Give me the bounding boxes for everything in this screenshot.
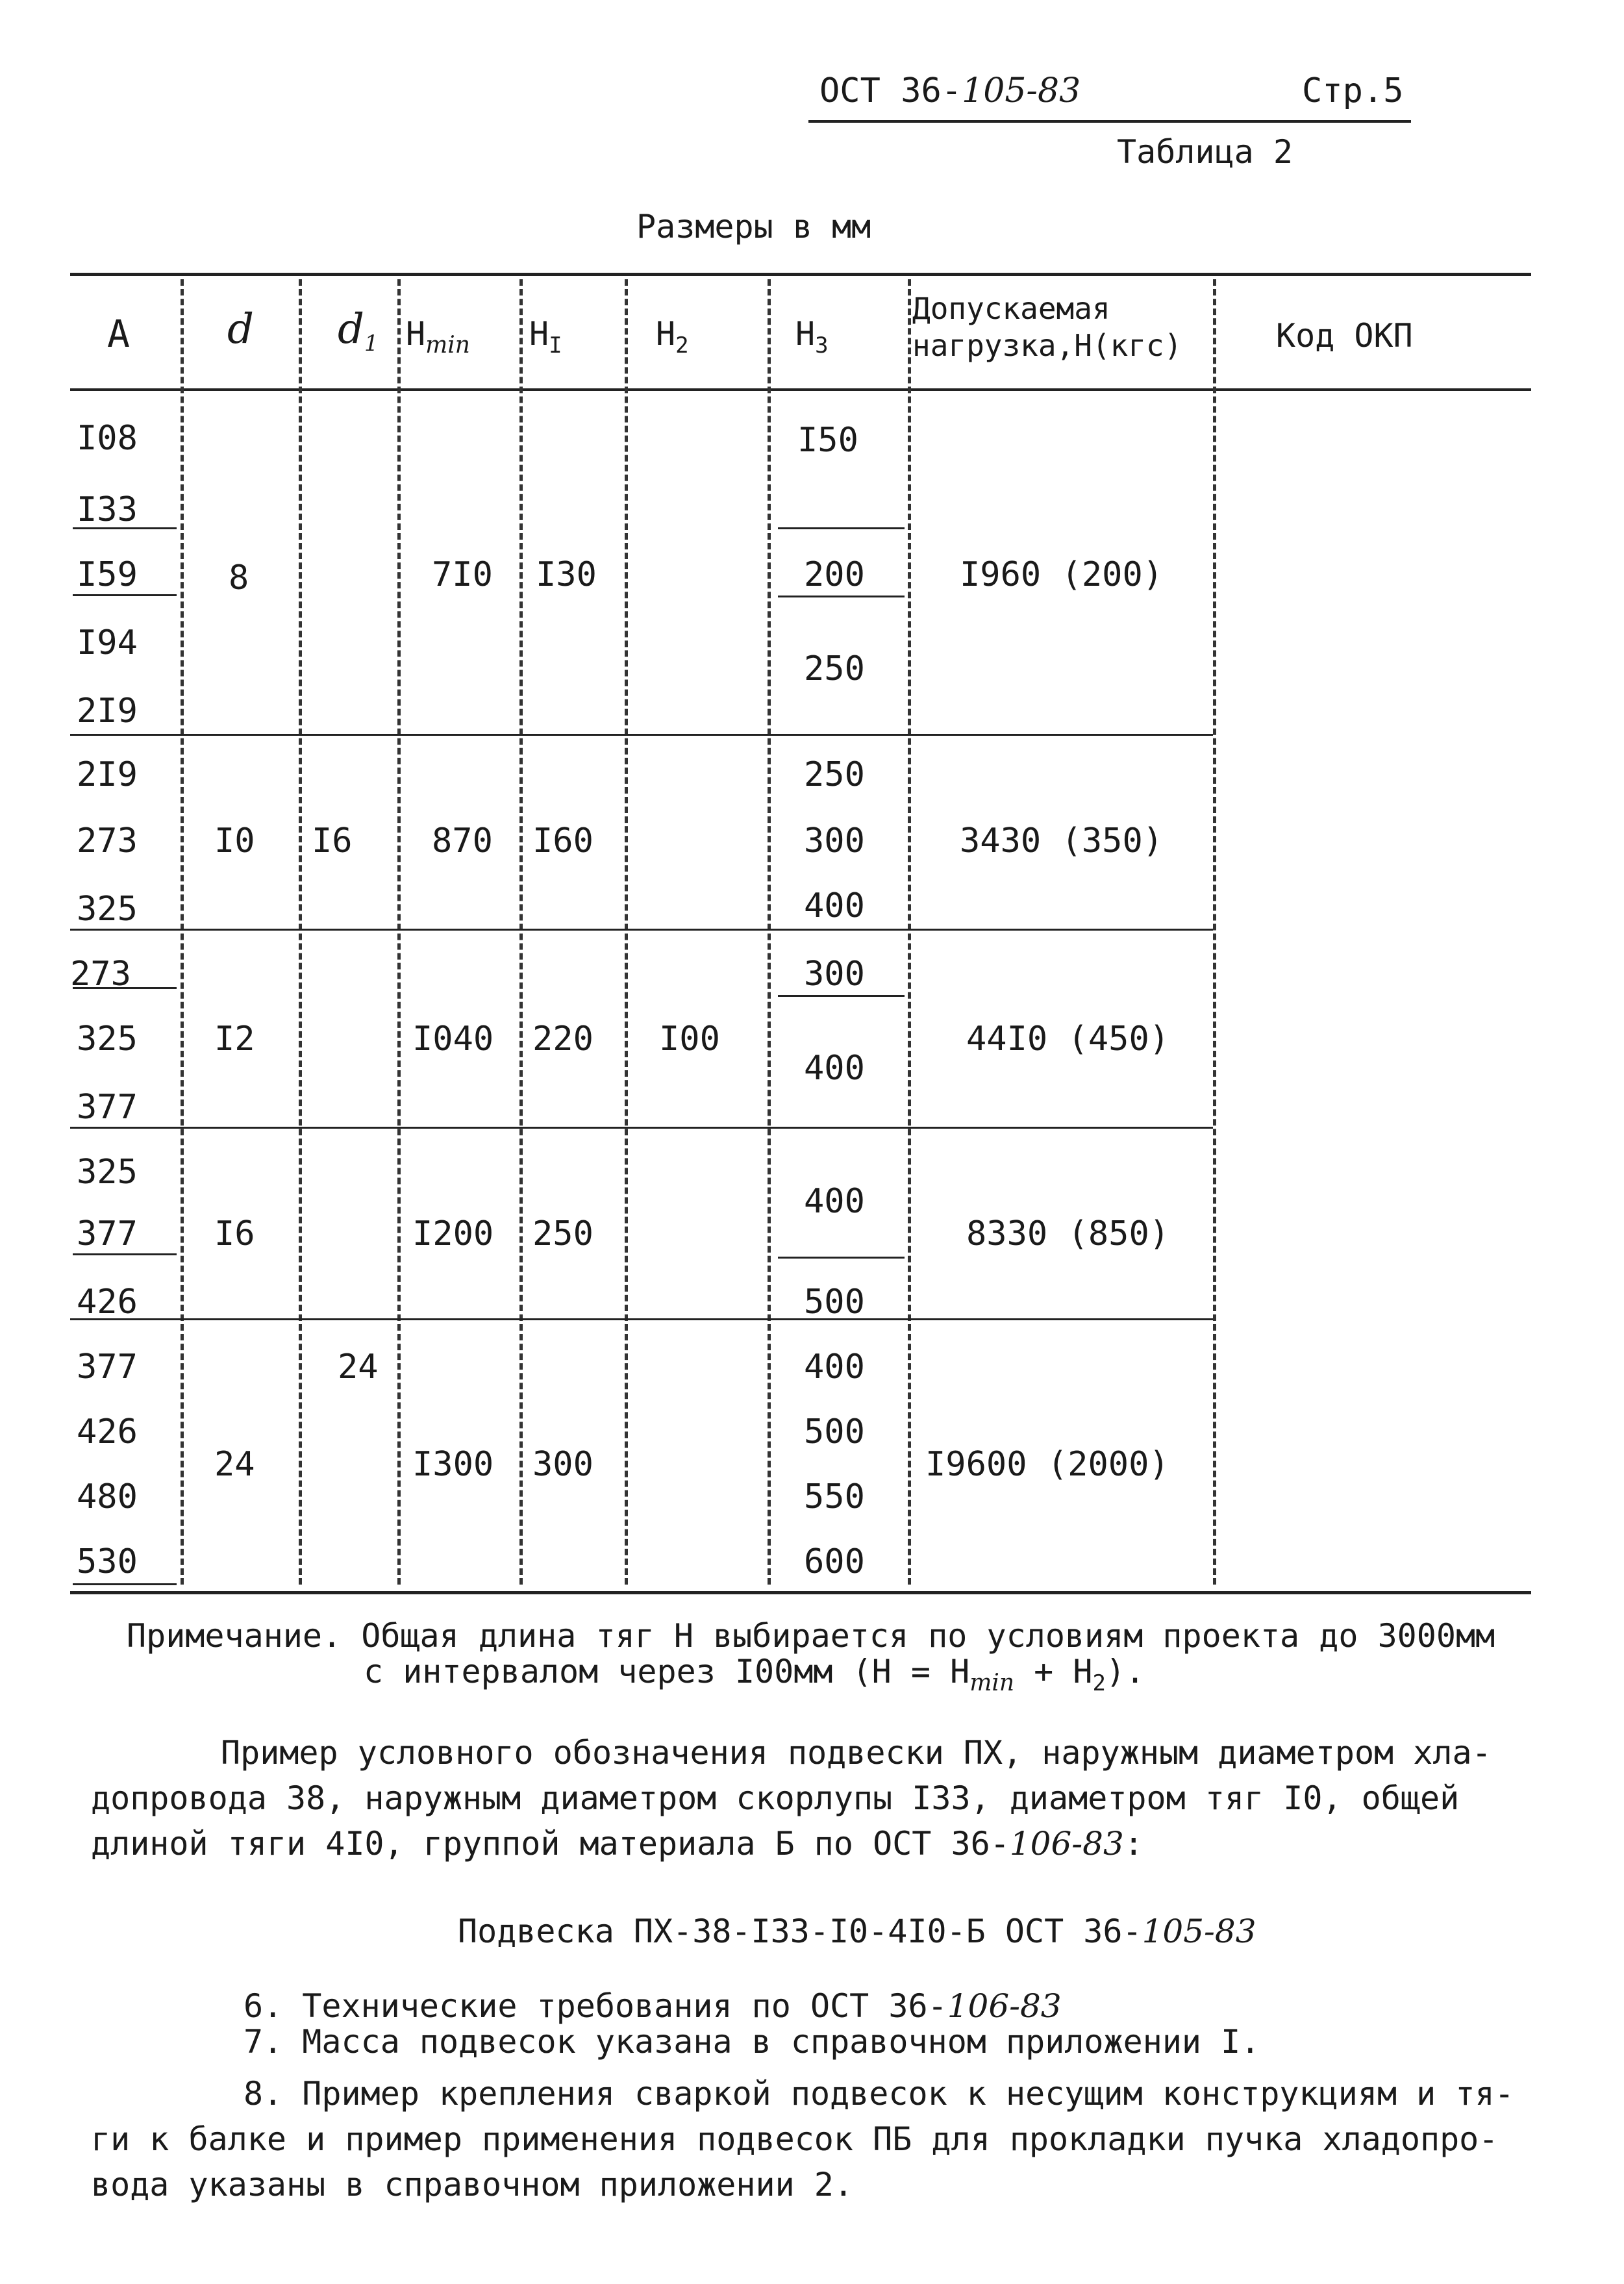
cell-a: 530 <box>77 1542 138 1581</box>
doc-code-prefix: ОСТ 36- <box>819 71 962 110</box>
item-8-line-1: 8. Пример крепления сваркой подвесок к несущим конструкциям и тя- <box>244 2075 1514 2113</box>
col-sep <box>181 279 184 1585</box>
col-header-a: A <box>107 312 130 356</box>
cell-a: I08 <box>77 419 138 458</box>
example-handwritten-code: 106-83 <box>1009 1825 1124 1863</box>
group-rule <box>70 929 1213 931</box>
item-6 <box>244 1987 1062 2025</box>
cell-hmin: I200 <box>412 1214 494 1253</box>
col-sep <box>768 279 771 1585</box>
note-line-2 <box>364 1653 1145 1696</box>
h3-underline <box>778 995 905 997</box>
cell-h3: 500 <box>804 1283 865 1322</box>
cell-h3: 500 <box>804 1412 865 1451</box>
note-line-1: Примечание. Общая длина тяг Н выбирается по условиям проекта до 3000мм <box>127 1617 1495 1655</box>
group-rule <box>70 734 1213 736</box>
col-header-hmin <box>406 315 470 358</box>
col-header-load-l2: нагрузка,Н(кгс) <box>912 328 1182 363</box>
designation-text: Подвеска ПХ-38-I33-I0-4I0-Б ОСТ 36- <box>458 1913 1142 1950</box>
col-sep <box>908 279 911 1585</box>
h3-underline <box>778 596 905 597</box>
cell-d1: 24 <box>338 1348 379 1387</box>
a-underline <box>73 1253 177 1255</box>
cell-h1: 250 <box>532 1214 593 1253</box>
cell-a: 480 <box>77 1477 138 1516</box>
designation-handwritten-code: 105-83 <box>1142 1913 1256 1950</box>
cell-a: 2I9 <box>77 692 138 731</box>
cell-d: 8 <box>229 558 249 597</box>
cell-a: 377 <box>77 1214 138 1253</box>
cell-a: 377 <box>77 1088 138 1127</box>
col-header-load-l1: Допускаемая <box>912 291 1110 326</box>
doc-code-handwritten: 105-83 <box>962 71 1081 110</box>
cell-h1: 220 <box>532 1020 593 1059</box>
cell-a: 273 <box>70 955 131 994</box>
col-header-okp: Код ОКП <box>1276 317 1413 355</box>
col-sep <box>299 279 302 1585</box>
cell-h1: I30 <box>536 555 597 594</box>
cell-h3: 300 <box>804 822 865 860</box>
example-line-3a: длиной тяги 4I0, группой материала Б по ОСТ 36- <box>91 1825 1010 1863</box>
col-header-h3-sub: 3 <box>815 333 829 358</box>
cell-d: I6 <box>214 1214 255 1253</box>
a-underline <box>73 1583 177 1585</box>
item-8-line-3: вода указаны в справочном приложении 2. <box>91 2166 853 2203</box>
cell-a: 325 <box>77 1020 138 1059</box>
col-sep <box>397 279 401 1585</box>
col-header-hmin-sub: min <box>425 332 470 358</box>
table-top-rule <box>70 273 1531 276</box>
col-sep <box>519 279 523 1585</box>
cell-load: I9600 (2000) <box>925 1445 1169 1484</box>
col-sep <box>1213 279 1216 1585</box>
cell-a: 377 <box>77 1348 138 1387</box>
col-header-d1-letter: d <box>338 305 364 353</box>
item-7: 7. Масса подвесок указана в справочном приложении I. <box>244 2023 1260 2061</box>
h3-underline <box>778 527 905 529</box>
cell-h3: 400 <box>804 886 865 925</box>
cell-d: 24 <box>214 1445 255 1484</box>
cell-h3: 550 <box>804 1477 865 1516</box>
cell-load: 8330 (850) <box>966 1214 1170 1253</box>
col-header-hmin-letter: H <box>406 315 426 353</box>
cell-h1: 300 <box>532 1445 593 1484</box>
col-sep <box>625 279 628 1585</box>
units-label: Размеры в мм <box>636 208 871 245</box>
item-6-text: 6. Технические требования по ОСТ 36- <box>244 1987 947 2025</box>
cell-h3: 250 <box>804 649 865 688</box>
col-header-h3 <box>795 315 829 358</box>
cell-h3: 400 <box>804 1348 865 1387</box>
group-rule <box>70 1318 1213 1320</box>
page-number: Стр.5 <box>1302 71 1404 110</box>
item-8-line-2: ги к балке и пример применения подвесок ПБ для прокладки пучка хладопро- <box>91 2120 1499 2158</box>
col-header-d: d <box>227 305 254 353</box>
example-line-3b: : <box>1123 1825 1143 1863</box>
h3-underline <box>778 1257 905 1259</box>
cell-load: I960 (200) <box>960 555 1164 594</box>
table-bottom-rule <box>70 1591 1531 1594</box>
note-line-2b: + Н <box>1014 1653 1093 1690</box>
note-sub-2: 2 <box>1092 1670 1106 1696</box>
table-header-rule <box>70 388 1531 391</box>
cell-hmin: 870 <box>432 822 493 860</box>
col-header-h2-sub: 2 <box>675 333 689 358</box>
note-line-2c: ). <box>1105 1653 1145 1690</box>
cell-d1: I6 <box>312 822 353 860</box>
col-header-h1 <box>529 315 562 358</box>
a-underline <box>73 594 177 596</box>
col-header-h1-letter: H <box>529 315 549 353</box>
col-header-d1 <box>338 305 379 357</box>
note-sub-min: min <box>969 1670 1015 1696</box>
example-designation <box>458 1913 1256 1950</box>
cell-a: 2I9 <box>77 755 138 794</box>
cell-h3: I50 <box>797 421 858 460</box>
col-header-h3-letter: H <box>795 315 816 353</box>
cell-h3: 600 <box>804 1542 865 1581</box>
col-header-d1-sub: 1 <box>364 331 379 357</box>
cell-h3: 400 <box>804 1049 865 1088</box>
col-header-h2 <box>656 315 689 358</box>
doc-code <box>819 71 1081 110</box>
cell-load: 3430 (350) <box>960 822 1164 860</box>
cell-hmin: 7I0 <box>432 555 493 594</box>
table-label: Таблица 2 <box>1117 133 1293 171</box>
cell-a: 273 <box>77 822 138 860</box>
item-6-handwritten-code: 106-83 <box>947 1987 1062 2025</box>
cell-a: 325 <box>77 1153 138 1192</box>
example-line-3 <box>91 1825 1143 1863</box>
cell-d: I2 <box>214 1020 255 1059</box>
cell-h2: I00 <box>659 1020 720 1059</box>
cell-h3: 250 <box>804 755 865 794</box>
cell-d: I0 <box>214 822 255 860</box>
col-header-h2-letter: H <box>656 315 676 353</box>
cell-a: I33 <box>77 490 138 529</box>
note-line-2a: с интервалом через I00мм (Н = Н <box>364 1653 970 1690</box>
cell-a: 426 <box>77 1283 138 1322</box>
cell-a: 325 <box>77 890 138 929</box>
example-line-1: Пример условного обозначения подвески ПХ, наружным диаметром хла- <box>221 1734 1492 1772</box>
example-line-2: допровода 38, наружным диаметром скорлупы I33, диаметром тяг I0, общей <box>91 1779 1460 1817</box>
header-underline <box>808 120 1411 123</box>
cell-h3: 200 <box>804 555 865 594</box>
group-rule <box>70 1127 1213 1129</box>
cell-h3: 400 <box>804 1182 865 1221</box>
cell-hmin: I300 <box>412 1445 494 1484</box>
cell-load: 44I0 (450) <box>966 1020 1170 1059</box>
cell-hmin: I040 <box>412 1020 494 1059</box>
cell-a: 426 <box>77 1412 138 1451</box>
col-header-h1-sub: I <box>549 333 562 358</box>
cell-h1: I60 <box>532 822 593 860</box>
cell-h3: 300 <box>804 955 865 994</box>
cell-a: I94 <box>77 623 138 662</box>
cell-a: I59 <box>77 555 138 594</box>
